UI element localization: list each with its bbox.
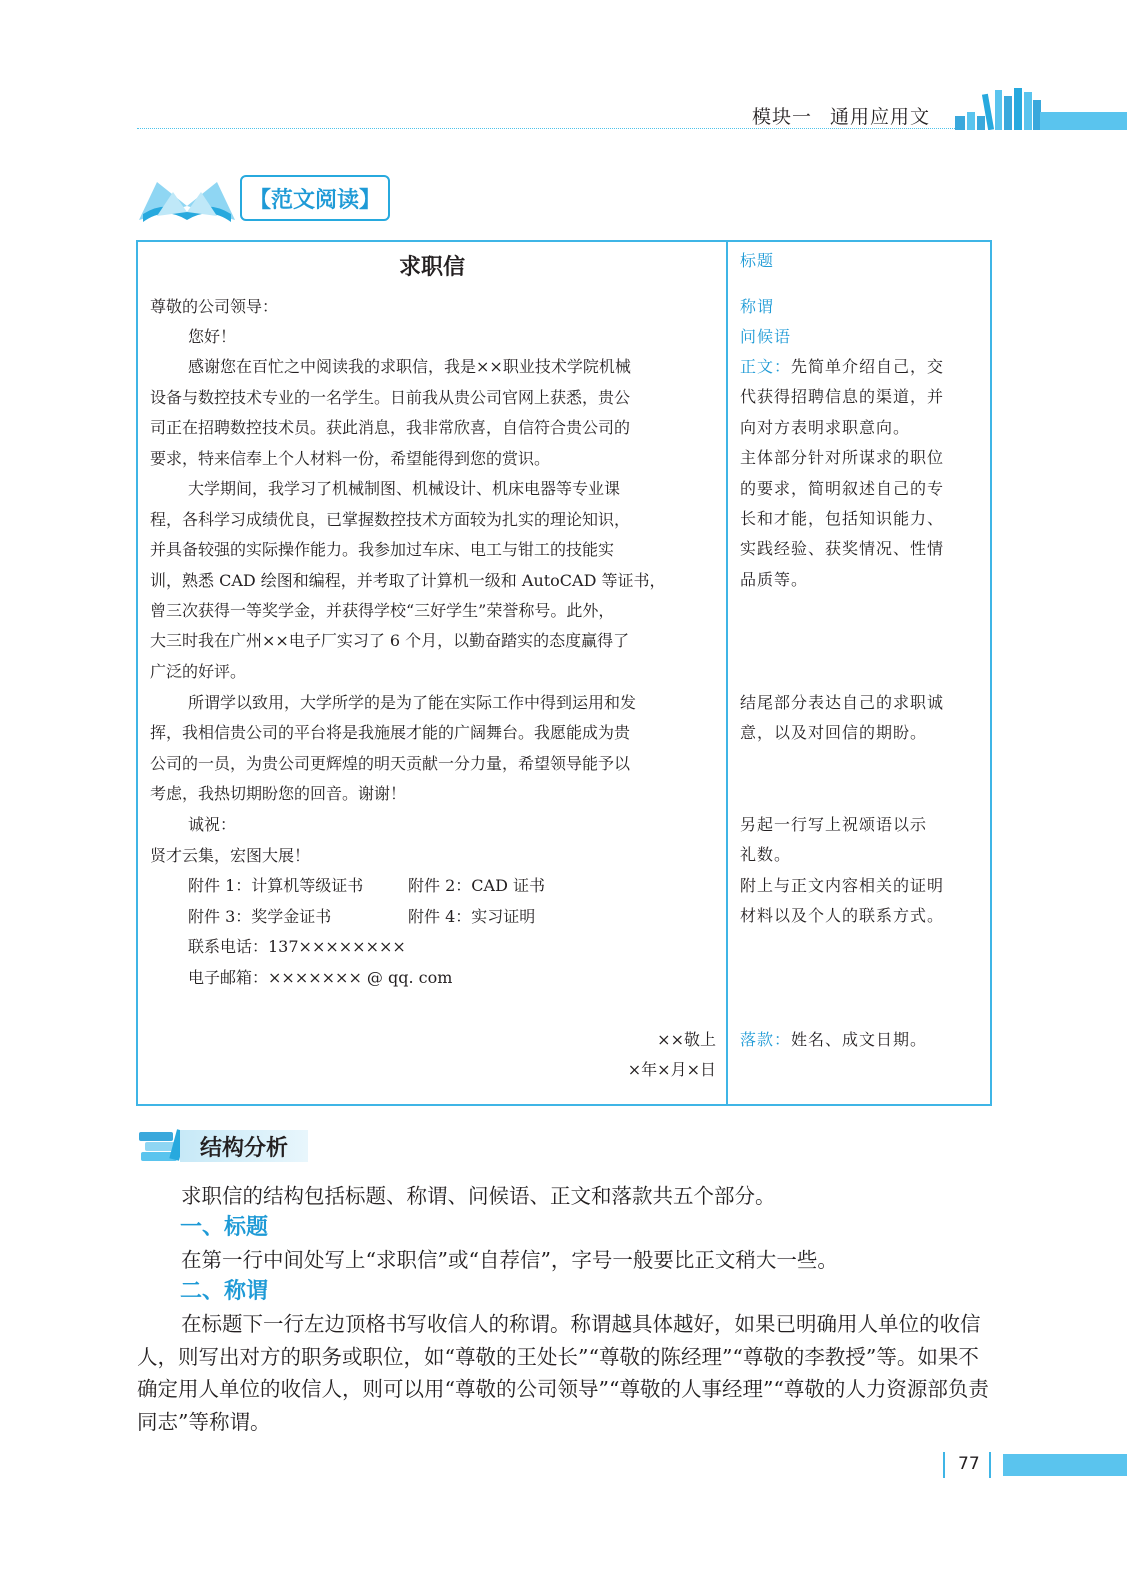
letter-line: 大三时我在广州××电子厂实习了 6 个月，以勤奋踏实的态度赢得了 <box>150 631 630 650</box>
attachment-2: 附件 2：CAD 证书 <box>408 876 545 895</box>
letter-line: 并具备较强的实际操作能力。我参加过车床、电工与钳工的技能实 <box>150 540 615 559</box>
header-band <box>1040 112 1127 130</box>
note-line: 材料以及个人的联系方式。 <box>740 906 945 926</box>
note-line: 实践经验、获奖情况、性情 <box>740 539 945 559</box>
note-line: 礼数。 <box>740 845 792 865</box>
note-line: 正文：先简单介绍自己，交 <box>740 357 945 376</box>
analysis-paragraph-2: 在标题下一行左边顶格书写收信人的称谓。称谓越具体越好，如果已明确用人单位的收信人，则写出对方的职务或职位，如“尊敬的王处长”“尊敬的陈经理”“尊敬的李教授”等。如果不确定用人单位的收信人，则可以用“尊敬的公司领导”“尊敬的人事经理”“尊敬的人力资源部负责同志”等称谓。 <box>137 1312 989 1434</box>
footer-bar-right <box>989 1452 991 1478</box>
note-line: 另起一行写上祝颂语以示 <box>740 815 928 834</box>
letter-line: 公司的一员，为贵公司更辉煌的明天贡献一分力量，希望领导能予以 <box>150 754 631 773</box>
bookshelf-icon <box>955 86 1041 130</box>
letter-line: 设备与数控技术专业的一名学生。日前我从贵公司官网上获悉，贵公 <box>150 388 631 407</box>
column-divider <box>726 242 728 1104</box>
letter-date: ×年×月×日 <box>627 1060 716 1079</box>
contact-phone: 联系电话：137×××××××× <box>188 937 406 956</box>
section-tag-model-reading: 【范文阅读】 <box>240 175 390 221</box>
attachment-4: 附件 4：实习证明 <box>408 907 536 926</box>
footer-bar-left <box>943 1452 945 1478</box>
letter-line: 要求，特来信奉上个人材料一份，希望能得到您的赏识。 <box>150 449 551 468</box>
letter-line: 挥，我相信贵公司的平台将是我施展才能的广阔舞台。我愿能成为贵 <box>150 723 631 742</box>
note-line: 的要求，简明叙述自己的专 <box>740 478 945 498</box>
note-line: 代获得招聘信息的渠道，并 <box>740 387 945 407</box>
attachment-3: 附件 3：奖学金证书 <box>188 907 332 926</box>
letter-line: 感谢您在百忙之中阅读我的求职信，我是××职业技术学院机械 <box>188 357 631 376</box>
analysis-heading-1: 一、标题 <box>180 1215 269 1240</box>
note-closing <box>740 810 984 932</box>
letter-salutation: 尊敬的公司领导： <box>150 297 279 316</box>
header-title: 通用应用文 <box>830 106 931 128</box>
note-line: 向对方表明求职意向。 <box>740 417 911 437</box>
note-title: 标题 <box>740 251 775 270</box>
letter-greeting: 您好！ <box>188 327 237 346</box>
letter-title: 求职信 <box>398 255 465 280</box>
open-book-icon <box>137 176 237 224</box>
note-body-intro <box>740 352 984 595</box>
letter-line: 大学期间，我学习了机械制图、机械设计、机床电器等专业课 <box>188 479 621 498</box>
note-line: 主体部分针对所谋求的职位 <box>740 448 945 468</box>
contact-email: 电子邮箱：××××××× @ qq. com <box>188 968 453 987</box>
analysis-paragraph-1: 在第一行中间处写上“求职信”或“自荐信”，字号一般要比正文稍大一些。 <box>181 1248 838 1272</box>
running-header <box>752 102 930 129</box>
note-sign-label: 落款： <box>740 1030 792 1049</box>
letter-line: 程，各科学习成绩优良，已掌握数控技术方面较为扎实的理论知识， <box>150 510 631 529</box>
footer-band <box>1003 1454 1127 1476</box>
structure-analysis-heading: 结构分析 <box>180 1130 308 1162</box>
letter-line: 所谓学以致用，大学所学的是为了能在实际工作中得到运用和发 <box>188 693 637 712</box>
letter-line: 曾三次获得一等奖学金，并获得学校“三好学生”荣誉称号。此外， <box>150 601 615 620</box>
model-letter-table <box>136 240 992 1106</box>
note-line: 附上与正文内容相关的证明 <box>740 875 945 895</box>
letter-line: 考虑，我热切期盼您的回音。谢谢！ <box>150 784 407 803</box>
note-greeting: 问候语 <box>740 327 792 346</box>
note-signature: 落款：姓名、成文日期。 <box>740 1030 928 1049</box>
note-ending <box>740 688 984 749</box>
note-line: 意，以及对回信的期盼。 <box>740 723 928 743</box>
letter-line: 训，熟悉 CAD 绘图和编程，并考取了计算机一级和 AutoCAD 等证书， <box>150 571 666 590</box>
page-number: 77 <box>958 1454 980 1474</box>
letter-line: 广泛的好评。 <box>150 662 247 681</box>
note-body-label: 正文： <box>740 357 792 376</box>
attachment-1: 附件 1：计算机等级证书 <box>188 876 364 895</box>
letter-closing-wish: 诚祝： <box>188 815 237 834</box>
header-module: 模块一 <box>752 106 813 128</box>
letter-line: 司正在招聘数控技术员。获此消息，我非常欣喜，自信符合贵公司的 <box>150 418 631 437</box>
letter-signature: ××敬上 <box>657 1030 716 1049</box>
note-line: 长和才能，包括知识能力、 <box>740 509 945 529</box>
note-line: 品质等。 <box>740 569 809 589</box>
note-salutation: 称谓 <box>740 297 775 316</box>
letter-closing-phrase: 贤才云集，宏图大展！ <box>150 846 311 865</box>
analysis-intro: 求职信的结构包括标题、称谓、问候语、正文和落款共五个部分。 <box>181 1184 776 1208</box>
note-line: 结尾部分表达自己的求职诚 <box>740 693 945 712</box>
analysis-heading-2: 二、称谓 <box>180 1279 269 1304</box>
